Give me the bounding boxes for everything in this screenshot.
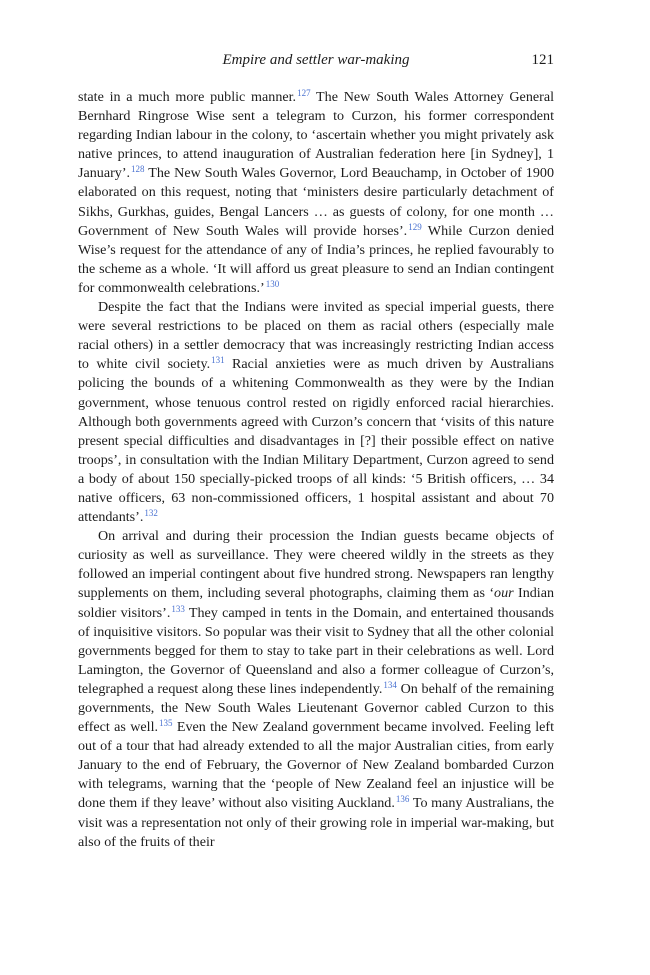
text-run: While Curzon denied Wise’s request for the attendance of any of India’s princes, he replied favourably to the scheme as a whole. ‘It will afford us great pleasure to send an Indian contingent for commonwealth celebrations.’ <box>78 222 554 296</box>
footnote-ref-135[interactable]: 135 <box>159 718 173 729</box>
emphasis-text: our <box>494 585 514 602</box>
running-title: Empire and settler war-making <box>222 52 410 68</box>
footnote-ref-132[interactable]: 132 <box>144 508 158 519</box>
footnote-ref-134[interactable]: 134 <box>383 679 397 690</box>
text-run: On behalf of the remaining governments, the New South Wales Lieutenant Governor cabled Curzon to this effect as well. <box>78 680 554 736</box>
text-run: state in a much more public manner. <box>78 89 297 105</box>
paragraph <box>78 88 554 298</box>
text-run: Despite the fact that the Indians were invited as special imperial guests, there were several restrictions to be placed on them as racial others (especially male racial others) in a settler democracy that was increasingly restricting Indian access to white civil society. <box>78 299 554 373</box>
footnote-ref-136[interactable]: 136 <box>395 794 410 805</box>
footnote-ref-133[interactable]: 133 <box>171 603 185 614</box>
footnote-ref-130[interactable]: 130 <box>265 278 280 289</box>
text-run: Indian soldier visitors’. <box>78 585 555 621</box>
text-run: The New South Wales Attorney General Bernhard Ringrose Wise sent a telegram to Curzon, his former correspondent regarding Indian labour in the colony, to ‘ascertain whether you might privately ask native princes, to attend inauguration of Australian federation here [in Sydney], 1 January’. <box>78 89 554 182</box>
paragraph <box>78 527 554 852</box>
text-run: On arrival and during their procession the Indian guests became objects of curiosity as well as surveillance. They were cheered wildly in the streets as they followed an imperial contingent about five hundred strong. Newspapers ran lengthy supplements on them, including several photographs, claiming them as ‘ <box>78 528 554 602</box>
footnote-ref-128[interactable]: 128 <box>131 164 145 175</box>
running-header <box>78 50 554 70</box>
body-text <box>78 88 554 852</box>
text-run: The New South Wales Governor, Lord Beauchamp, in October of 1900 elaborated on this request, noting that ‘ministers desire particularly detachment of Sikhs, Gurkhas, guides, Bengal Lancers … as guests of colony, for one month … Government of New South Wales will provide horses’. <box>78 165 554 239</box>
paragraph <box>78 298 554 527</box>
page-number: 121 <box>531 52 554 68</box>
text-run: They camped in tents in the Domain, and entertained thousands of inquisitive visitors. So popular was their visit to Sydney that all the other colonial governments begged for them to stay to take part in their celebrations as well. Lord Lamington, the Governor of Queensland and also a former colleague of Curzon’s, telegraphed a request along these lines independently. <box>78 604 554 697</box>
text-run: Even the New Zealand government became involved. Feeling left out of a tour that had already extended to all the major Australian cities, from early January to the end of February, the Governor of New Zealand bombarded Curzon with telegrams, warning that the ‘people of New Zealand feel an injustice will be done them if they leave’ without also visiting Auckland. <box>78 719 555 812</box>
footnote-ref-131[interactable]: 131 <box>211 355 225 366</box>
footnote-ref-127[interactable]: 127 <box>297 88 311 98</box>
text-run: Racial anxieties were as much driven by Australians policing the bounds of a whitening Commonwealth as they were by the Indian government, whose tenuous control rested on rigidly enforced racial hierarchies. Although both governments agreed with Curzon’s concern that ‘visits of this nature present special difficulties and disadvantages in [?] their possible effect on native troops’, in consultation with the Indian Military Department, Curzon agreed to send a body of about 150 specially-picked troops of all kinds: ‘5 British officers, … 34 native officers, 63 non-commissioned officers, 1 hospital assistant and about 70 attendants’. <box>78 356 554 526</box>
footnote-ref-129[interactable]: 129 <box>408 221 422 232</box>
text-run: To many Australians, the visit was a representation not only of their growing role in imperial war-making, but also of the fruits of their <box>78 795 555 850</box>
